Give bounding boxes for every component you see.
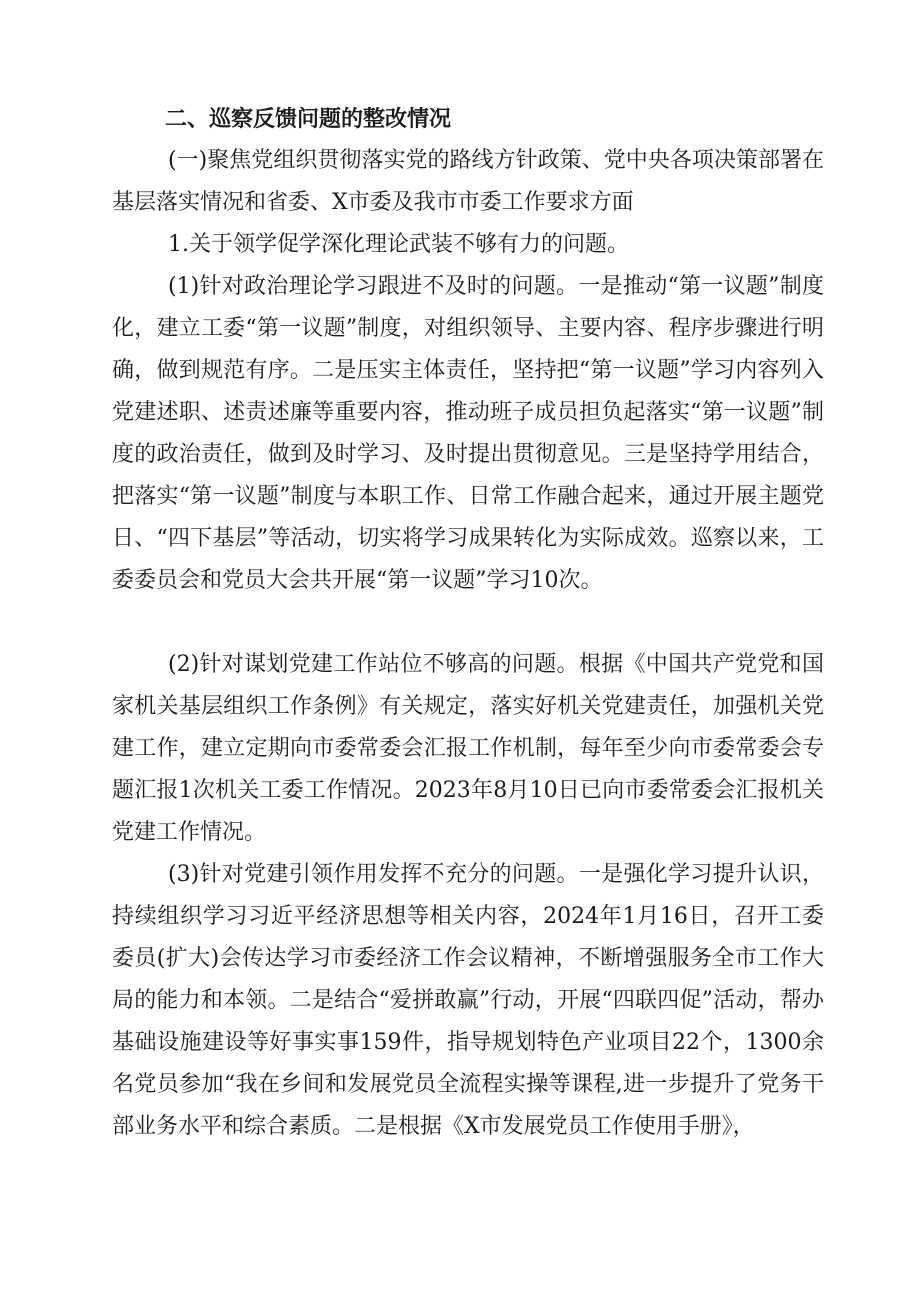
- item-title: 1.关于领学促学深化理论武装不够有力的问题。: [168, 232, 629, 257]
- section-heading: 二、巡察反馈问题的整改情况: [165, 106, 452, 132]
- body-paragraph: (3)针对党建引领作用发挥不充分的问题。一是强化学习提升认识，持续组织学习习近平经济思想等相关内容，2024年1月16日，召开工委委员(扩大)会传达学习市委经济工作会议精神，不断增强服务全市工作大局的能力和本领。二是结合“爱拼敢赢”行动，开展“四联四促”活动，帮办基础设施建设等好事实事159件，指导规划特色产业项目22个，1300余名党员参加“我在乡间和发展党员全流程实操等课程,进一步提升了党务干部业务水平和综合素质。二是根据《X市发展党员工作使用手册》，: [112, 862, 824, 1139]
- subsection-title: (一)聚焦党组织贯彻落实党的路线方针政策、党中央各项决策部署在基层落实情况和省委、X市委及我市市委工作要求方面: [112, 148, 824, 215]
- body-paragraph: (1)针对政治理论学习跟进不及时的问题。一是推动“第一议题”制度化，建立工委“第一议题”制度，对组织领导、主要内容、程序步骤进行明确，做到规范有序。二是压实主体责任，坚持把“第一议题”学习内容列入党建述职、述责述廉等重要内容，推动班子成员担负起落实“第一议题”制度的政治责任，做到及时学习、及时提出贯彻意见。三是坚持学用结合，把落实“第一议题”制度与本职工作、日常工作融合起来，通过开展主题党日、“四下基层”等活动，切实将学习成果转化为实际成效。巡察以来，工委委员会和党员大会共开展“第一议题”学习10次。: [112, 274, 824, 593]
- body-paragraph: (2)针对谋划党建工作站位不够高的问题。根据《中国共产党党和国家机关基层组织工作条例》有关规定，落实好机关党建责任，加强机关党建工作，建立定期向市委常委会汇报工作机制，每年至少向市委常委会专题汇报1次机关工委工作情况。2023年8月10日已向市委常委会汇报机关党建工作情况。: [112, 652, 824, 845]
